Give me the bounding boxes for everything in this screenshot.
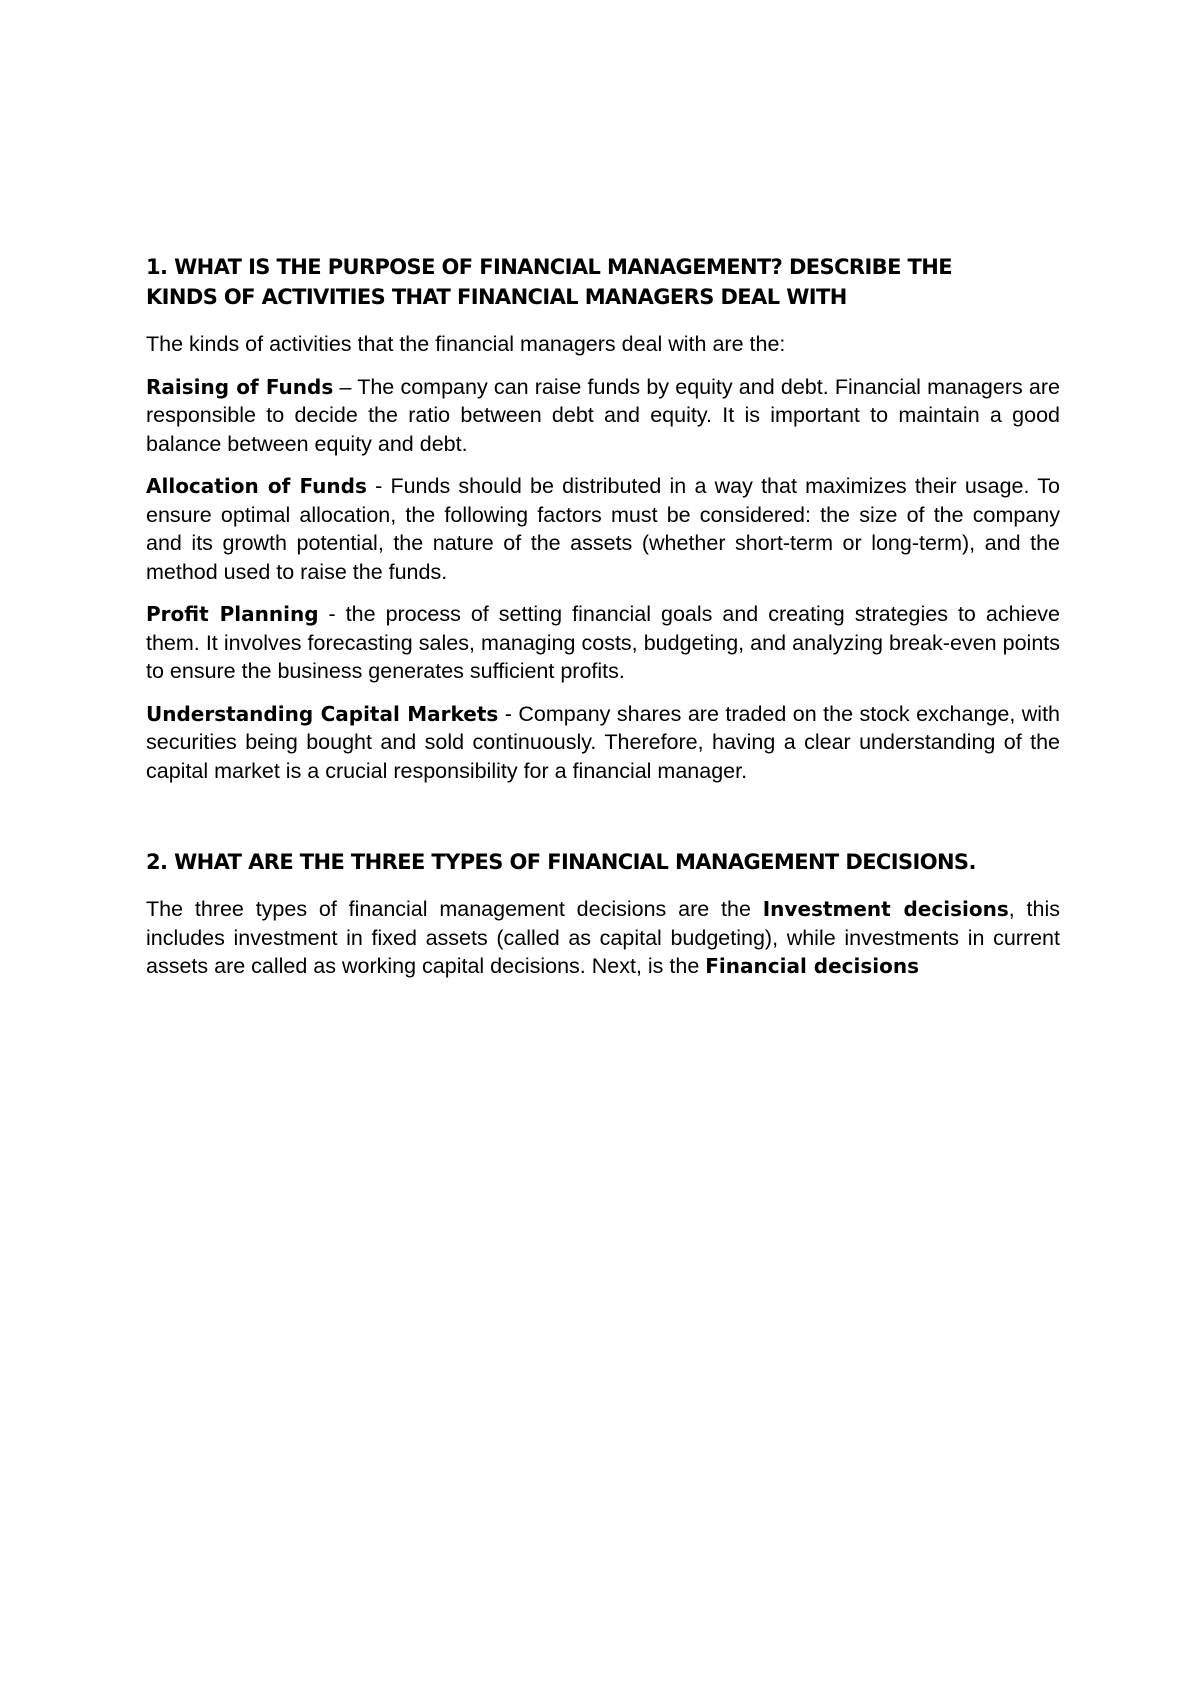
item-term: Raising of Funds [146,374,334,399]
item-text: – The company can raise funds by equity and debt. Financial managers are responsible to decide the ratio between debt and equity. It is important to maintain a good balance between equity and debt. [146,374,1060,456]
item-text: - Company shares are traded on the stock exchange, with securities being bought and sold continuously. Therefore, having a clear understanding of the capital market is a crucial responsibility for a financial manager. [146,701,1060,783]
section2-heading: 2. WHAT ARE THE THREE TYPES OF FINANCIAL MANAGEMENT DECISIONS. [146,850,976,874]
item-term: Allocation of Funds [146,474,367,498]
section1-intro: The kinds of activities that the financial managers deal with are the: [146,332,786,356]
section2-paragraph [146,895,1060,981]
item-term: Profit Planning [146,602,319,626]
section1-heading-line2: KINDS OF ACTIVITIES THAT FINANCIAL MANAGERS DEAL WITH [146,285,847,309]
section2-text-middle: , this includes investment in fixed assets (called as capital budgeting), while investments in current assets are called as working capital decisions. Next, is the [146,897,1060,978]
term-investment-decisions: Investment decisions [762,897,1009,921]
document-content [146,252,1060,995]
item-understanding-capital-markets [146,700,1060,786]
item-text: - Funds should be distributed in a way that maximizes their usage. To ensure optimal allocation, the following factors must be considered: the size of the company and its growth potential, the nature of the assets (whether short-term or long-term), and the method used to raise the funds. [146,474,1061,584]
section-spacer [146,799,1060,847]
section1-heading-line1: 1. WHAT IS THE PURPOSE OF FINANCIAL MANAGEMENT? DESCRIBE THE [146,255,952,279]
term-financial-decisions: Financial decisions [705,954,920,978]
item-profit-planning [146,600,1060,686]
section1-heading [146,252,1060,312]
item-allocation-of-funds [146,472,1060,586]
item-text: - the process of setting financial goals and creating strategies to achieve them. It involves forecasting sales, managing costs, budgeting, and analyzing break-even points to ensure the business generates sufficient profits. [146,602,1060,683]
item-raising-of-funds [146,373,1060,459]
item-term: Understanding Capital Markets [146,701,499,726]
section2-text-start: The three types of financial management decisions are the [146,897,763,921]
